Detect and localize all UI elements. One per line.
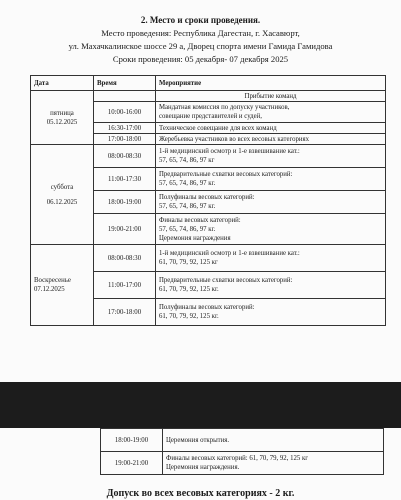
venue-line: Место проведения: Республика Дагестан, г. Хасавюрт, bbox=[101, 28, 300, 38]
time-cell: 08:00-08:30 bbox=[94, 145, 156, 168]
schedule-table-continued bbox=[100, 428, 384, 475]
time-cell: 18:00-19:00 bbox=[94, 191, 156, 214]
date-cell-day3: Воскресенье 07.12.2025 bbox=[31, 245, 94, 326]
event-cell: Финалы весовых категорий: 57, 65, 74, 86, 97 кг. Церемония награждения bbox=[156, 214, 386, 245]
schedule-table bbox=[30, 75, 386, 326]
section-title: 2. Место и сроки проведения. bbox=[140, 15, 261, 25]
arrival-cell: Прибытие команд bbox=[156, 91, 386, 102]
date-cell-day2: суббота 06.12.2025 bbox=[31, 145, 94, 245]
time-cell: 16:30-17:00 bbox=[94, 123, 156, 134]
table-row bbox=[31, 245, 386, 272]
table-row bbox=[101, 429, 384, 452]
time-cell-empty bbox=[94, 91, 156, 102]
event-cell: Предварительные схватки весовых категорий: 57, 65, 74, 86, 97 кг. bbox=[156, 168, 386, 191]
column-header-time: Время bbox=[94, 76, 156, 91]
event-cell: Полуфиналы весовых категорий: 61, 70, 79, 92, 125 кг. bbox=[156, 299, 386, 326]
table-row bbox=[31, 145, 386, 168]
time-cell: 11:00-17:00 bbox=[94, 272, 156, 299]
time-cell: 08:00-08:30 bbox=[94, 245, 156, 272]
event-cell: Жеребьевка участников во всех весовых категориях bbox=[156, 134, 386, 145]
date-cell-day1: пятница 05.12.2025 bbox=[31, 91, 94, 145]
event-cell: 1-й медицинский осмотр и 1-е взвешивание кат.: 61, 70, 79, 92, 125 кг bbox=[156, 245, 386, 272]
column-header-date: Дата bbox=[31, 76, 94, 91]
weight-allowance-note: Допуск во всех весовых категориях - 2 кг. bbox=[106, 488, 295, 499]
time-cell: 18:00-19:00 bbox=[101, 429, 163, 452]
time-cell: 10:00-16:00 bbox=[94, 102, 156, 123]
event-cell: Финалы весовых категорий: 61, 70, 79, 92, 125 кг Церемония награждения. bbox=[163, 452, 384, 475]
table-row bbox=[101, 452, 384, 475]
dates-line: Сроки проведения: 05 декабря- 07 декабря 2025 bbox=[112, 54, 289, 64]
event-cell: Мандатная комиссия по допуску участников, совещание представителей и судей, bbox=[156, 102, 386, 123]
time-cell: 19:00-21:00 bbox=[101, 452, 163, 475]
page-break-divider bbox=[0, 382, 401, 428]
column-header-event: Мероприятие bbox=[156, 76, 386, 91]
table-row bbox=[31, 91, 386, 102]
time-cell: 11:00-17:30 bbox=[94, 168, 156, 191]
address-line: ул. Махачкалинское шоссе 29 а, Дворец спорта имени Гамида Гамидова bbox=[68, 41, 333, 51]
event-cell: 1-й медицинский осмотр и 1-е взвешивание кат.: 57, 65, 74, 86, 97 кг bbox=[156, 145, 386, 168]
event-cell: Техническое совещание для всех команд bbox=[156, 123, 386, 134]
table-header-row bbox=[31, 76, 386, 91]
event-cell: Церемония открытия. bbox=[163, 429, 384, 452]
time-cell: 17:00-18:00 bbox=[94, 134, 156, 145]
event-cell: Предварительные схватки весовых категорий: 61, 70, 79, 92, 125 кг. bbox=[156, 272, 386, 299]
time-cell: 17:00-18:00 bbox=[94, 299, 156, 326]
time-cell: 19:00-21:00 bbox=[94, 214, 156, 245]
event-cell: Полуфиналы весовых категорий: 57, 65, 74, 86, 97 кг. bbox=[156, 191, 386, 214]
